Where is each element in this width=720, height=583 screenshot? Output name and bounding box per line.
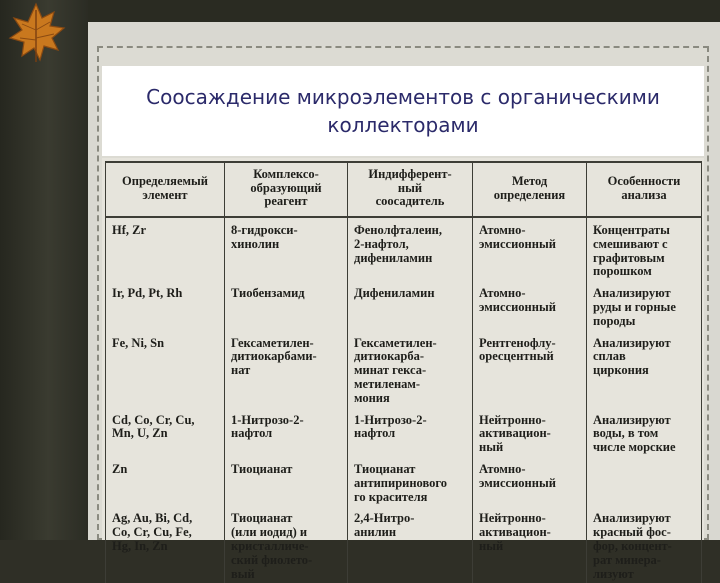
table-cell: Ir, Pd, Pt, Rh: [106, 281, 225, 330]
table-cell: Фенолфталеин, 2-нафтол, дифениламин: [348, 217, 473, 281]
table-cell: Нейтронно- активацион- ный: [473, 506, 587, 583]
slide: [88, 22, 720, 581]
table-row: [106, 457, 702, 506]
table-cell: 1-Нитрозо-2- нафтол: [225, 408, 348, 457]
header-method: Метод определения: [473, 162, 587, 217]
header-reagent: Комплексо- образующий реагент: [225, 162, 348, 217]
table-cell: Fe, Ni, Sn: [106, 331, 225, 408]
table-cell: Нейтронно- активацион- ный: [473, 408, 587, 457]
table-cell: Тиоцианат (или иодид) и кристалличе- ский фиолето- вый: [225, 506, 348, 583]
table-cell: Атомно- эмиссионный: [473, 281, 587, 330]
table-cell: Zn: [106, 457, 225, 506]
table-header-row: [106, 162, 702, 217]
header-element: Определяемый элемент: [106, 162, 225, 217]
table-row: [106, 331, 702, 408]
left-decor-strip: [0, 0, 88, 540]
table-cell: Ag, Au, Bi, Cd, Co, Cr, Cu, Fe, Hg, In, Zn: [106, 506, 225, 583]
table-cell: 8-гидрокси- хинолин: [225, 217, 348, 281]
slide-title: Соосаждение микроэлементов с органическими коллекторами: [146, 85, 660, 137]
autumn-leaf-icon: [2, 0, 72, 70]
top-band: [88, 0, 720, 22]
table-row: [106, 506, 702, 583]
table-cell: Анализируют сплав циркония: [587, 331, 702, 408]
table-cell: 2,4-Нитро- анилин: [348, 506, 473, 583]
header-features: Особенности анализа: [587, 162, 702, 217]
table-cell: 1-Нитрозо-2- нафтол: [348, 408, 473, 457]
table-cell: Анализируют воды, в том числе морские: [587, 408, 702, 457]
table-cell: Hf, Zr: [106, 217, 225, 281]
table-cell: Дифениламин: [348, 281, 473, 330]
table-cell: [587, 457, 702, 506]
table-cell: Рентгенофлу- оресцентный: [473, 331, 587, 408]
data-table: [105, 161, 702, 583]
table-cell: Атомно- эмиссионный: [473, 457, 587, 506]
header-coprecipitant: Индифферент- ный соосадитель: [348, 162, 473, 217]
table-cell: Тиобензамид: [225, 281, 348, 330]
table-row: [106, 217, 702, 281]
table-cell: Тиоцианат антипиринового го красителя: [348, 457, 473, 506]
title-box: [102, 66, 704, 156]
table-cell: Гексаметилен- дитиокарбами- нат: [225, 331, 348, 408]
scanned-table-image: [102, 158, 704, 581]
table-cell: Cd, Co, Cr, Cu, Mn, U, Zn: [106, 408, 225, 457]
table-cell: Анализируют руды и горные породы: [587, 281, 702, 330]
table-row: [106, 408, 702, 457]
table-cell: Тиоцианат: [225, 457, 348, 506]
table-cell: Концентраты смешивают с графитовым порошком: [587, 217, 702, 281]
table-cell: Анализируют красный фос- фор, концент- рат минера- лизуют: [587, 506, 702, 583]
table-row: [106, 281, 702, 330]
table-cell: Гексаметилен- дитиокарба- минат гекса- метиленам- мония: [348, 331, 473, 408]
table-cell: Атомно- эмиссионный: [473, 217, 587, 281]
